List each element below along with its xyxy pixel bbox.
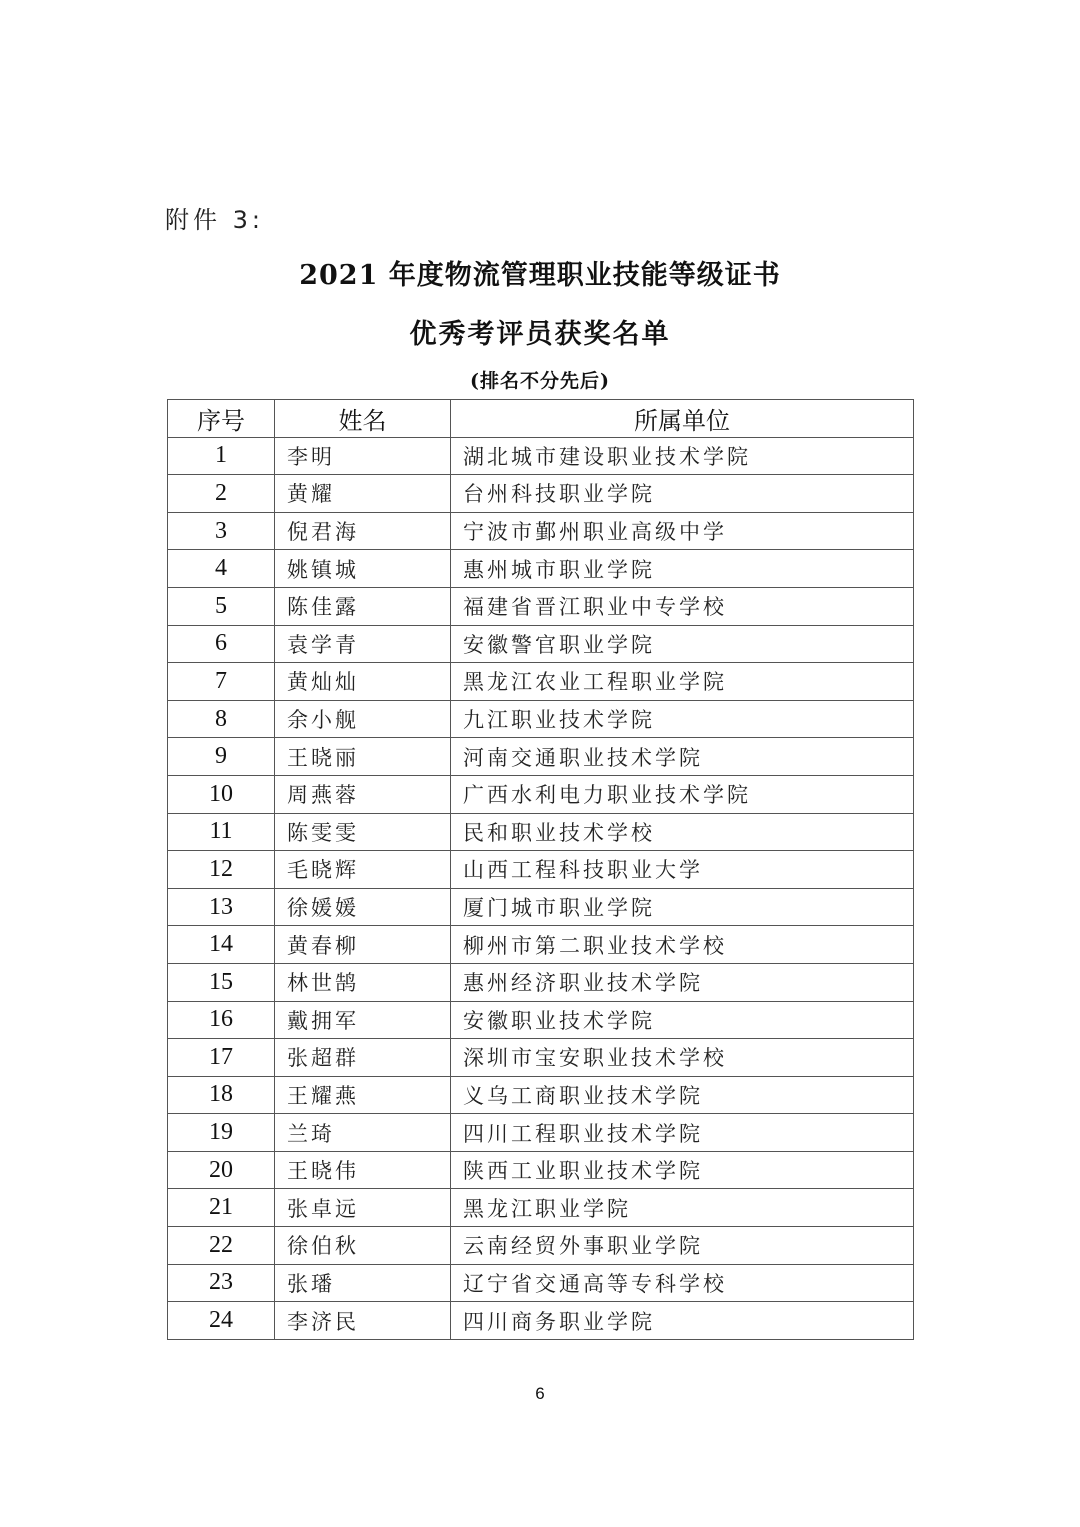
row-number: 12 xyxy=(168,851,275,889)
row-name: 周燕蓉 xyxy=(275,775,451,813)
row-number: 13 xyxy=(168,888,275,926)
row-name: 倪君海 xyxy=(275,512,451,550)
table-row xyxy=(168,1114,914,1152)
row-unit: 宁波市鄞州职业高级中学 xyxy=(451,512,914,550)
row-number: 16 xyxy=(168,1001,275,1039)
row-name: 徐伯秋 xyxy=(275,1227,451,1265)
row-name: 姚镇城 xyxy=(275,550,451,588)
row-number: 10 xyxy=(168,775,275,813)
row-unit: 四川工程职业技术学院 xyxy=(451,1114,914,1152)
table-row xyxy=(168,851,914,889)
row-unit: 民和职业技术学校 xyxy=(451,813,914,851)
row-number: 18 xyxy=(168,1076,275,1114)
row-name: 王耀燕 xyxy=(275,1076,451,1114)
table-row xyxy=(168,475,914,513)
row-unit: 惠州城市职业学院 xyxy=(451,550,914,588)
row-unit: 四川商务职业学院 xyxy=(451,1302,914,1340)
row-unit: 安徽职业技术学院 xyxy=(451,1001,914,1039)
ranking-note: (排名不分先后) xyxy=(470,370,610,392)
row-name: 陈雯雯 xyxy=(275,813,451,851)
table-row xyxy=(168,700,914,738)
row-unit: 湖北城市建设职业技术学院 xyxy=(451,437,914,475)
row-number: 14 xyxy=(168,926,275,964)
row-unit: 台州科技职业学院 xyxy=(451,475,914,513)
row-number: 7 xyxy=(168,663,275,701)
header-unit: 所属单位 xyxy=(451,400,914,438)
row-number: 3 xyxy=(168,512,275,550)
row-unit: 福建省晋江职业中专学校 xyxy=(451,587,914,625)
row-number: 20 xyxy=(168,1151,275,1189)
row-unit: 黑龙江职业学院 xyxy=(451,1189,914,1227)
row-number: 23 xyxy=(168,1264,275,1302)
row-name: 徐媛媛 xyxy=(275,888,451,926)
row-name: 黄春柳 xyxy=(275,926,451,964)
row-number: 6 xyxy=(168,625,275,663)
row-name: 余小舰 xyxy=(275,700,451,738)
row-unit: 黑龙江农业工程职业学院 xyxy=(451,663,914,701)
row-unit: 厦门城市职业学院 xyxy=(451,888,914,926)
row-name: 李明 xyxy=(275,437,451,475)
row-name: 袁学青 xyxy=(275,625,451,663)
table-row xyxy=(168,963,914,1001)
row-number: 24 xyxy=(168,1302,275,1340)
document-title-line2: 优秀考评员获奖名单 xyxy=(409,319,671,350)
row-number: 9 xyxy=(168,738,275,776)
row-number: 11 xyxy=(168,813,275,851)
header-name: 姓名 xyxy=(275,400,451,438)
row-name: 戴拥军 xyxy=(275,1001,451,1039)
table-row xyxy=(168,1227,914,1265)
row-unit: 惠州经济职业技术学院 xyxy=(451,963,914,1001)
row-unit: 深圳市宝安职业技术学校 xyxy=(451,1039,914,1077)
row-name: 林世鹄 xyxy=(275,963,451,1001)
row-number: 21 xyxy=(168,1189,275,1227)
row-unit: 义乌工商职业技术学院 xyxy=(451,1076,914,1114)
table-row xyxy=(168,625,914,663)
row-unit: 陕西工业职业技术学院 xyxy=(451,1151,914,1189)
table-row xyxy=(168,738,914,776)
table-row xyxy=(168,1039,914,1077)
document-title-line1: 2021 年度物流管理职业技能等级证书 xyxy=(299,260,781,291)
table-row xyxy=(168,1189,914,1227)
row-name: 黄灿灿 xyxy=(275,663,451,701)
row-unit: 广西水利电力职业技术学院 xyxy=(451,775,914,813)
row-number: 2 xyxy=(168,475,275,513)
table-row xyxy=(168,1151,914,1189)
row-unit: 九江职业技术学院 xyxy=(451,700,914,738)
row-unit: 河南交通职业技术学院 xyxy=(451,738,914,776)
row-number: 8 xyxy=(168,700,275,738)
row-name: 兰琦 xyxy=(275,1114,451,1152)
row-number: 5 xyxy=(168,587,275,625)
header-number: 序号 xyxy=(168,400,275,438)
row-unit: 安徽警官职业学院 xyxy=(451,625,914,663)
row-name: 陈佳露 xyxy=(275,587,451,625)
row-unit: 辽宁省交通高等专科学校 xyxy=(451,1264,914,1302)
page-number: 6 xyxy=(535,1384,545,1403)
table-row xyxy=(168,512,914,550)
table-row xyxy=(168,437,914,475)
row-number: 22 xyxy=(168,1227,275,1265)
table-row xyxy=(168,775,914,813)
row-name: 王晓丽 xyxy=(275,738,451,776)
table-row xyxy=(168,1302,914,1340)
awardee-table xyxy=(167,399,914,1340)
row-name: 张卓远 xyxy=(275,1189,451,1227)
row-name: 张超群 xyxy=(275,1039,451,1077)
row-name: 黄耀 xyxy=(275,475,451,513)
table-header-row xyxy=(168,400,914,438)
table-row xyxy=(168,813,914,851)
table-row xyxy=(168,663,914,701)
table-row xyxy=(168,888,914,926)
row-name: 李济民 xyxy=(275,1302,451,1340)
row-name: 王晓伟 xyxy=(275,1151,451,1189)
row-number: 19 xyxy=(168,1114,275,1152)
row-name: 毛晓辉 xyxy=(275,851,451,889)
attachment-label: 附件 3: xyxy=(165,206,264,234)
row-unit: 柳州市第二职业技术学校 xyxy=(451,926,914,964)
table-row xyxy=(168,926,914,964)
table-row xyxy=(168,1001,914,1039)
table-row xyxy=(168,1076,914,1114)
row-number: 1 xyxy=(168,437,275,475)
row-number: 17 xyxy=(168,1039,275,1077)
table-row xyxy=(168,587,914,625)
row-number: 15 xyxy=(168,963,275,1001)
row-unit: 山西工程科技职业大学 xyxy=(451,851,914,889)
table-row xyxy=(168,1264,914,1302)
row-name: 张璠 xyxy=(275,1264,451,1302)
table-row xyxy=(168,550,914,588)
row-number: 4 xyxy=(168,550,275,588)
row-unit: 云南经贸外事职业学院 xyxy=(451,1227,914,1265)
